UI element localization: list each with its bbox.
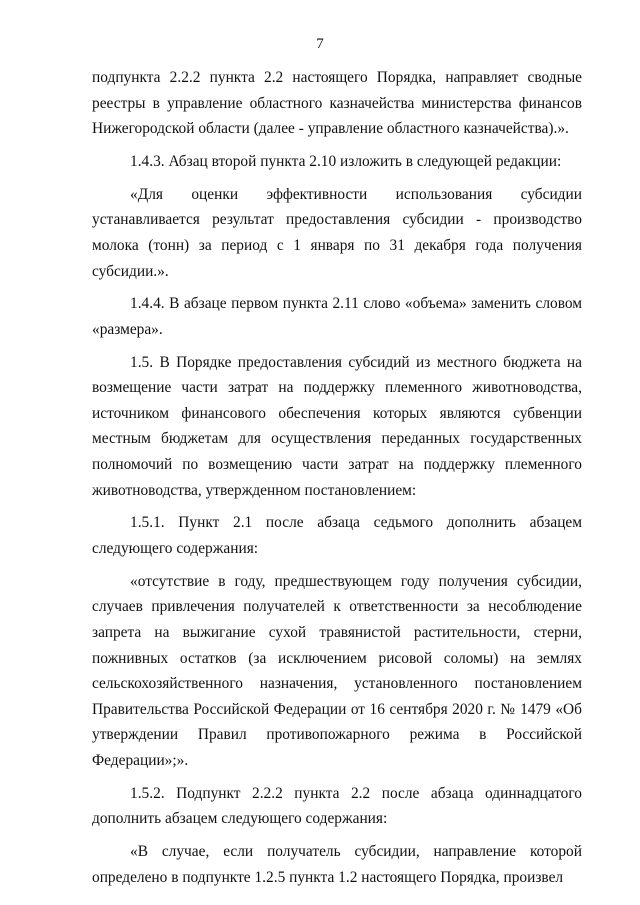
paragraph-quote-absence: «отсутствие в году, предшествующем году получения субсидии, случаев привлечения получателей к ответственности за несоблюдение запрета на выжигание сухой травянистой растительности, стерни, пожнивных остатков (за исключением рисовой соломы) на землях сельскохозяйственного назначения, установленного постановлением Правительства Российской Федерации от 16 сентября 2020 г. № 1479 «Об утверждении Правил противопожарного режима в Российской Федерации»;». <box>92 572 582 769</box>
paragraph-1-5-2: 1.5.2. Подпункт 2.2.2 пункта 2.2 после абзаца одиннадцатого дополнить абзацем следующего содержания: <box>92 784 582 828</box>
paragraph-1-4-3: 1.4.3. Абзац второй пункта 2.10 изложить в следующей редакции: <box>130 152 562 170</box>
paragraph-1-5: 1.5. В Порядке предоставления субсидий из местного бюджета на возмещение части затрат на поддержку племенного животноводства, источником финансового обеспечения которых являются субвенции местным бюджетам для осуществления переданных государственных полномочий по возмещению части затрат на поддержку племенного животноводства, утвержденном постановлением: <box>92 353 582 499</box>
paragraph-1-4-4: 1.4.4. В абзаце первом пункта 2.11 слово «объема» заменить словом «размера». <box>92 295 582 338</box>
paragraph-quote-evaluation: «Для оценки эффективности использования субсидии устанавливается результат предоставления субсидии - производство молока (тонн) за период с 1 января по 31 декабря года получения субсидии.». <box>92 185 582 280</box>
document-body <box>92 65 582 898</box>
page-number: 7 <box>316 36 324 52</box>
paragraph-quote-case: «В случае, если получатель субсидии, направление которой определено в подпункте 1.2.5 пункта 1.2 настоящего Порядка, произвел <box>92 843 582 886</box>
paragraph-1-5-1: 1.5.1. Пункт 2.1 после абзаца седьмого дополнить абзацем следующего содержания: <box>92 514 582 558</box>
paragraph-continuation: подпункта 2.2.2 пункта 2.2 настоящего Порядка, направляет сводные реестры в управление областного казначейства министерства финансов Нижегородской области (далее - управление областного казначейства).». <box>92 69 582 138</box>
